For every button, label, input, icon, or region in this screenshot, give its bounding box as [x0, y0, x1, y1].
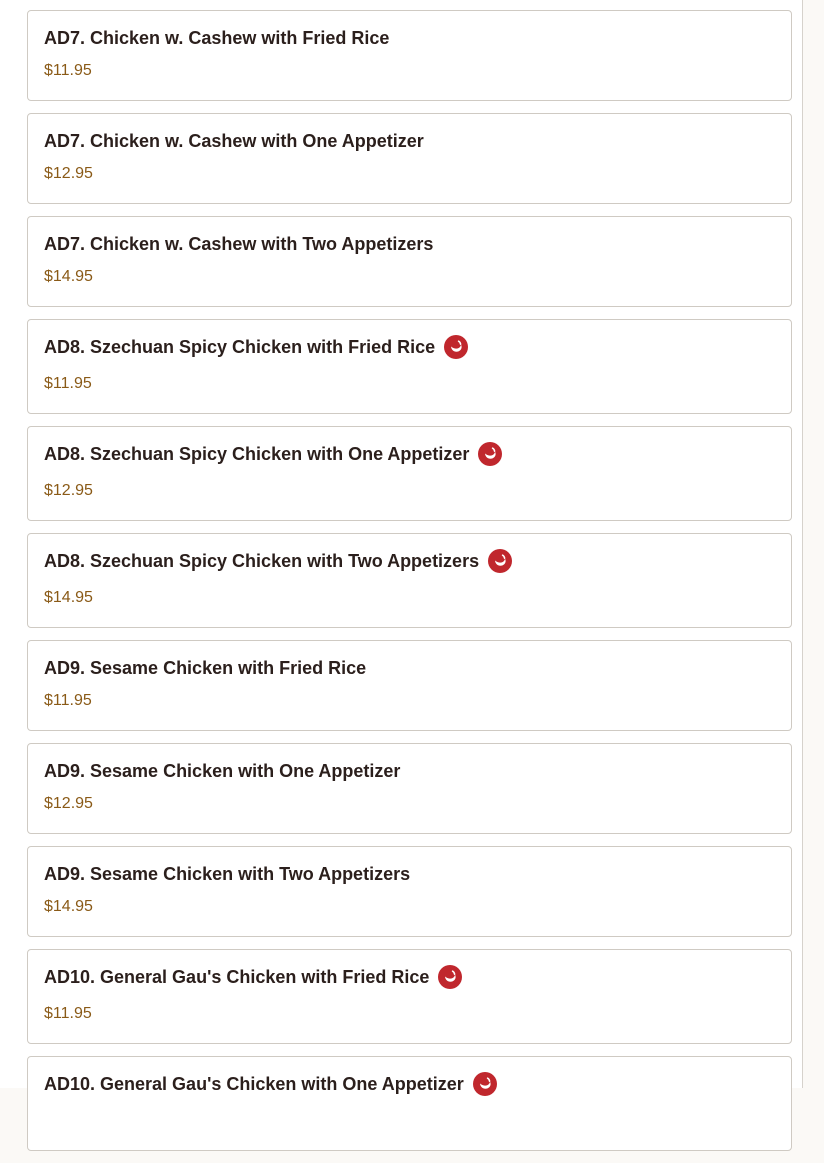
menu-item-header	[44, 443, 775, 465]
menu-item-price: $11.95	[44, 692, 92, 709]
menu-item-price: $14.95	[44, 898, 93, 915]
chili-pepper-icon	[478, 442, 502, 466]
menu-item-header	[44, 863, 775, 885]
menu-item-name: AD7. Chicken w. Cashew with Fried Rice	[44, 27, 390, 48]
menu-item-list	[27, 10, 792, 1163]
menu-item-card[interactable]	[27, 113, 792, 204]
menu-item-name: AD9. Sesame Chicken with Two Appetizers	[44, 863, 411, 884]
menu-item-card[interactable]	[27, 1056, 792, 1151]
menu-item-name: AD8. Szechuan Spicy Chicken with Fried Rice	[44, 336, 436, 357]
menu-item-card[interactable]	[27, 949, 792, 1044]
menu-item-header	[44, 233, 775, 255]
chili-pepper-icon	[473, 1072, 497, 1096]
menu-item-header	[44, 27, 775, 49]
menu-item-header	[44, 760, 775, 782]
menu-item-name: AD9. Sesame Chicken with Fried Rice	[44, 657, 367, 678]
menu-item-card[interactable]	[27, 319, 792, 414]
menu-item-price: $12.95	[44, 165, 93, 182]
menu-item-header	[44, 1073, 775, 1095]
menu-item-name: AD10. General Gau's Chicken with One Appetizer	[44, 1073, 464, 1094]
menu-item-card[interactable]	[27, 846, 792, 937]
menu-item-price: $12.95	[44, 795, 93, 812]
chili-pepper-icon	[488, 549, 512, 573]
menu-item-header	[44, 966, 775, 988]
menu-item-name: AD8. Szechuan Spicy Chicken with Two Appetizers	[44, 550, 480, 571]
menu-item-card[interactable]	[27, 743, 792, 834]
menu-item-price: $12.95	[44, 482, 93, 499]
menu-item-header	[44, 550, 775, 572]
menu-item-name: AD7. Chicken w. Cashew with Two Appetizers	[44, 233, 434, 254]
menu-item-card[interactable]	[27, 426, 792, 521]
menu-item-card[interactable]	[27, 216, 792, 307]
menu-item-price: $11.95	[44, 1005, 92, 1022]
menu-item-header	[44, 336, 775, 358]
menu-item-name: AD10. General Gau's Chicken with Fried Rice	[44, 966, 430, 987]
menu-item-card[interactable]	[27, 10, 792, 101]
menu-item-name: AD7. Chicken w. Cashew with One Appetizer	[44, 130, 424, 151]
menu-item-card[interactable]	[27, 640, 792, 731]
menu-item-price: $11.95	[44, 62, 92, 79]
menu-item-header	[44, 130, 775, 152]
menu-item-name: AD9. Sesame Chicken with One Appetizer	[44, 760, 401, 781]
menu-item-name: AD8. Szechuan Spicy Chicken with One Appetizer	[44, 443, 470, 464]
chili-pepper-icon	[444, 335, 468, 359]
chili-pepper-icon	[438, 965, 462, 989]
menu-item-header	[44, 657, 775, 679]
menu-item-price: $14.95	[44, 268, 93, 285]
menu-item-price: $11.95	[44, 375, 92, 392]
menu-item-card[interactable]	[27, 533, 792, 628]
menu-item-price: $14.95	[44, 589, 93, 606]
